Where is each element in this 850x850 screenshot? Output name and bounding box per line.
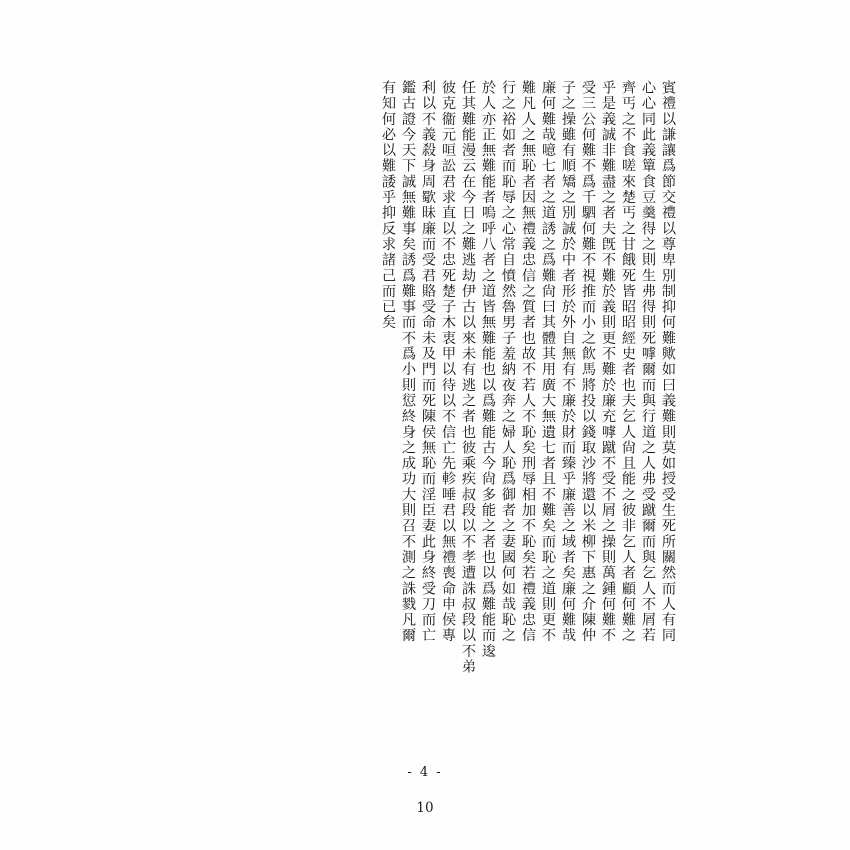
text-column: 乎是義誠非難盡之者夫旣不難於義則更不難於廉充嘑蹴不受不屑之操則萬鍾何難不 bbox=[600, 80, 616, 644]
text-column: 有知何必以難諉乎抑反求諸己而已矣 bbox=[380, 80, 396, 331]
text-column: 利以不義殺身周歜昧廉而受君賂受命未及門而死陳侯無恥而淫臣妻此身終受刀而亡 bbox=[420, 80, 436, 644]
text-column: 鑑古證今天下誠無難事矣誘爲難事而不爲小則愆終身之成功大則召不測之誅戮凡爾 bbox=[400, 80, 416, 644]
text-column: 子之操雖有順矯之別誠於中者形於外自無有不廉於財而臻乎廉善之域者矣廉何難哉 bbox=[560, 80, 576, 644]
text-column: 彼克衞元咺訟君求直以不忠死楚子木衷甲以待以不信亡先軫唾君以無禮喪命申侯專 bbox=[440, 80, 456, 644]
page-number: 10 bbox=[416, 800, 434, 816]
text-column: 任其難能漫云在今日之難逃劫伊古以來未有逃之者也彼乘疾叔段以不孝遭誅叔段以不弟 bbox=[460, 80, 476, 675]
footer-page-mark: - 4 - bbox=[407, 765, 443, 780]
text-column: 受三公何難不爲千駟何難不視推而小之飮馬將投以錢取沙將還以米柳下惠之介陳仲 bbox=[580, 80, 596, 644]
text-column: 心心同此義簞食豆羹得之則生弗得則死嘑爾而與行道之人弗受蹴爾而與乞人不屑若 bbox=[640, 80, 656, 644]
vertical-text-body bbox=[185, 80, 675, 740]
text-column: 廉何難哉噫七者之道誘之爲難尙曰其體其用廣大無遺七者且不難矣而恥之道則更不 bbox=[540, 80, 556, 644]
text-column: 於人亦正無難能者嗚呼八者之道皆無難能也以爲難能古今尙多能之者也以爲難能而逡 bbox=[480, 80, 496, 660]
text-column: 難凡人之無恥者因無禮義忠信之質者也故不若人不恥矣刑辱相加不恥矣若禮義忠信 bbox=[520, 80, 536, 644]
text-column: 賓禮以謙讓爲節交禮以尊卑別制抑何難歟如曰義難則莫如授受生死所關然而人有同 bbox=[660, 80, 676, 644]
text-column: 行之裕如者而恥辱之心常自憤然魯男子羞納夜奔之婦人恥爲御者之妻國何如哉恥之 bbox=[500, 80, 516, 644]
text-column: 齊丐之不食嗟來楚丐之甘餓死皆昭昭經史者也夫乞人尙且能之彼非乞人者顧何難之 bbox=[620, 80, 636, 644]
